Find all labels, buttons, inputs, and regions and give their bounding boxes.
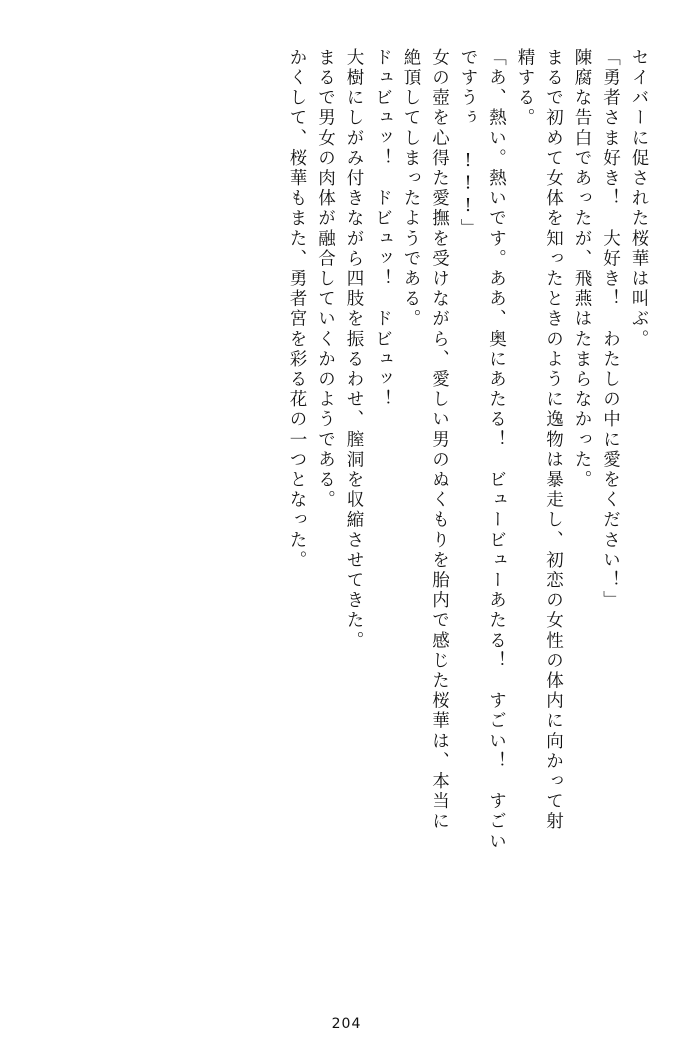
text-line: 「勇者さま好き！ 大好き！ わたしの中に愛をください！」 xyxy=(600,48,621,611)
text-line: 陳腐な告白であったが、飛燕はたまらなかった。 xyxy=(572,48,592,491)
text-line: かくして、桜華もまた、勇者宮を彩る花の一つとなった。 xyxy=(287,48,307,571)
text-line: 大樹にしがみ付きながら四肢を振るわせ、膣洞を収縮させてきた。 xyxy=(344,48,364,651)
text-line: 女の壺を心得た愛撫を受けながら、愛しい男のぬくもりを胎内で感じた桜華は、本当に xyxy=(429,48,450,832)
text-line: 精する。 xyxy=(515,48,535,129)
text-line: ドュビュッ！ ドビュッ！ ドビュッ！ xyxy=(372,48,393,410)
vertical-text-block xyxy=(46,48,647,978)
text-line: 「あ、熱い。熱いです。ああ、奥にあたる！ ビュービューあたる！ すごい！ すごい xyxy=(486,48,507,852)
page-number: 204 xyxy=(331,1016,362,1032)
text-line: まるで初めて女体を知ったときのように逸物は暴走し、初恋の女性の体内に向かって射 xyxy=(543,48,564,832)
text-line: ですうぅ !!!」 xyxy=(458,48,478,239)
text-line: 絶頂してしまったようである。 xyxy=(401,48,421,330)
text-line: まるで男女の肉体が融合していくかのようである。 xyxy=(315,48,336,511)
text-line: セイバーに促された桜華は叫ぶ。 xyxy=(629,48,649,350)
